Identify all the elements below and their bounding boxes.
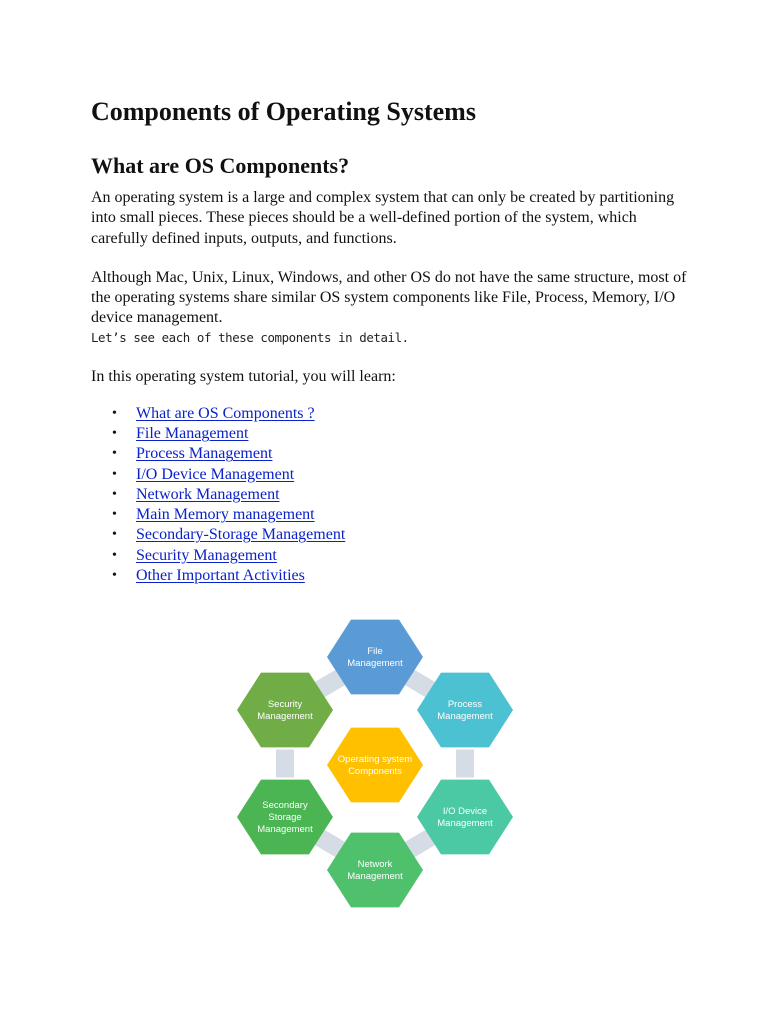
toc-link-secondary-storage-management[interactable]: Secondary-Storage Management [136,526,346,544]
toc-item [112,444,691,464]
bullet-icon: • [112,507,117,523]
hexagon-label-secondary: Management [257,824,313,835]
toc-item [112,505,691,525]
bullet-icon: • [112,426,117,442]
page-title: Components of Operating Systems [91,97,476,126]
toc-link-file-management[interactable]: File Management [136,425,249,443]
os-components-hexagon-diagram [230,610,520,920]
toc-link-os-components[interactable]: What are OS Components ? [136,405,315,423]
hexagon-label-secondary: Storage [268,812,302,823]
section-heading: What are OS Components? [91,153,350,178]
hexagon-label-process: Process [447,699,483,710]
hexagon-label-network: Network [357,859,393,870]
hexagon-label-io: Management [437,818,493,829]
hexagon-shape-center [327,728,423,803]
table-of-contents [91,404,691,586]
bullet-icon: • [112,486,117,502]
toc-item [112,566,691,586]
structure-paragraph: Although Mac, Unix, Linux, Windows, and other OS do not have the same structure, most of the operating systems share similar OS system components like File, Process, Memory, I/O device management. [91,268,687,327]
hexagon-label-security: Management [257,711,313,722]
hexagon-label-center: Components [348,766,402,777]
connector-process [456,750,474,778]
os-components-diagram [230,610,520,920]
bullet-icon: • [112,527,117,543]
toc-link-main-memory-management[interactable]: Main Memory management [136,506,315,524]
toc-item [112,465,691,485]
hexagon-label-center: Operating system [337,754,413,765]
toc-item [112,485,691,505]
toc-item [112,404,691,424]
hexagon-label-security: Security [267,699,303,710]
hexagon-label-process: Management [437,711,493,722]
toc-link-io-device-management[interactable]: I/O Device Management [136,465,295,483]
hexagon-center [327,728,423,803]
tutorial-intro: In this operating system tutorial, you will learn: [91,367,396,385]
toc-link-network-management[interactable]: Network Management [136,485,280,503]
connector-secondary [276,750,294,778]
toc-link-other-important-activities[interactable]: Other Important Activities [136,566,305,584]
hexagon-label-secondary: Secondary [262,800,308,811]
intro-paragraph: An operating system is a large and complex system that can only be created by partitioning into small pieces. These pieces should be a well-defined portion of the system, which carefully defined inputs, outputs, and functions. [91,189,675,247]
bullet-icon: • [112,466,117,482]
toc-item [112,525,691,545]
hexagon-label-file: File [367,646,383,657]
hexagon-label-io: I/O Device [442,806,488,817]
detail-note: Let’s see each of these components in detail. [91,329,409,345]
toc-item [112,424,691,444]
bullet-icon: • [112,446,117,462]
hexagon-label-network: Management [347,871,403,882]
bullet-icon: • [112,547,117,563]
hexagon-label-file: Management [347,658,403,669]
toc-link-security-management[interactable]: Security Management [136,546,277,564]
bullet-icon: • [112,567,117,583]
bullet-icon: • [112,406,117,422]
toc-item [112,546,691,566]
article [91,96,691,586]
toc-link-process-management[interactable]: Process Management [136,445,273,463]
